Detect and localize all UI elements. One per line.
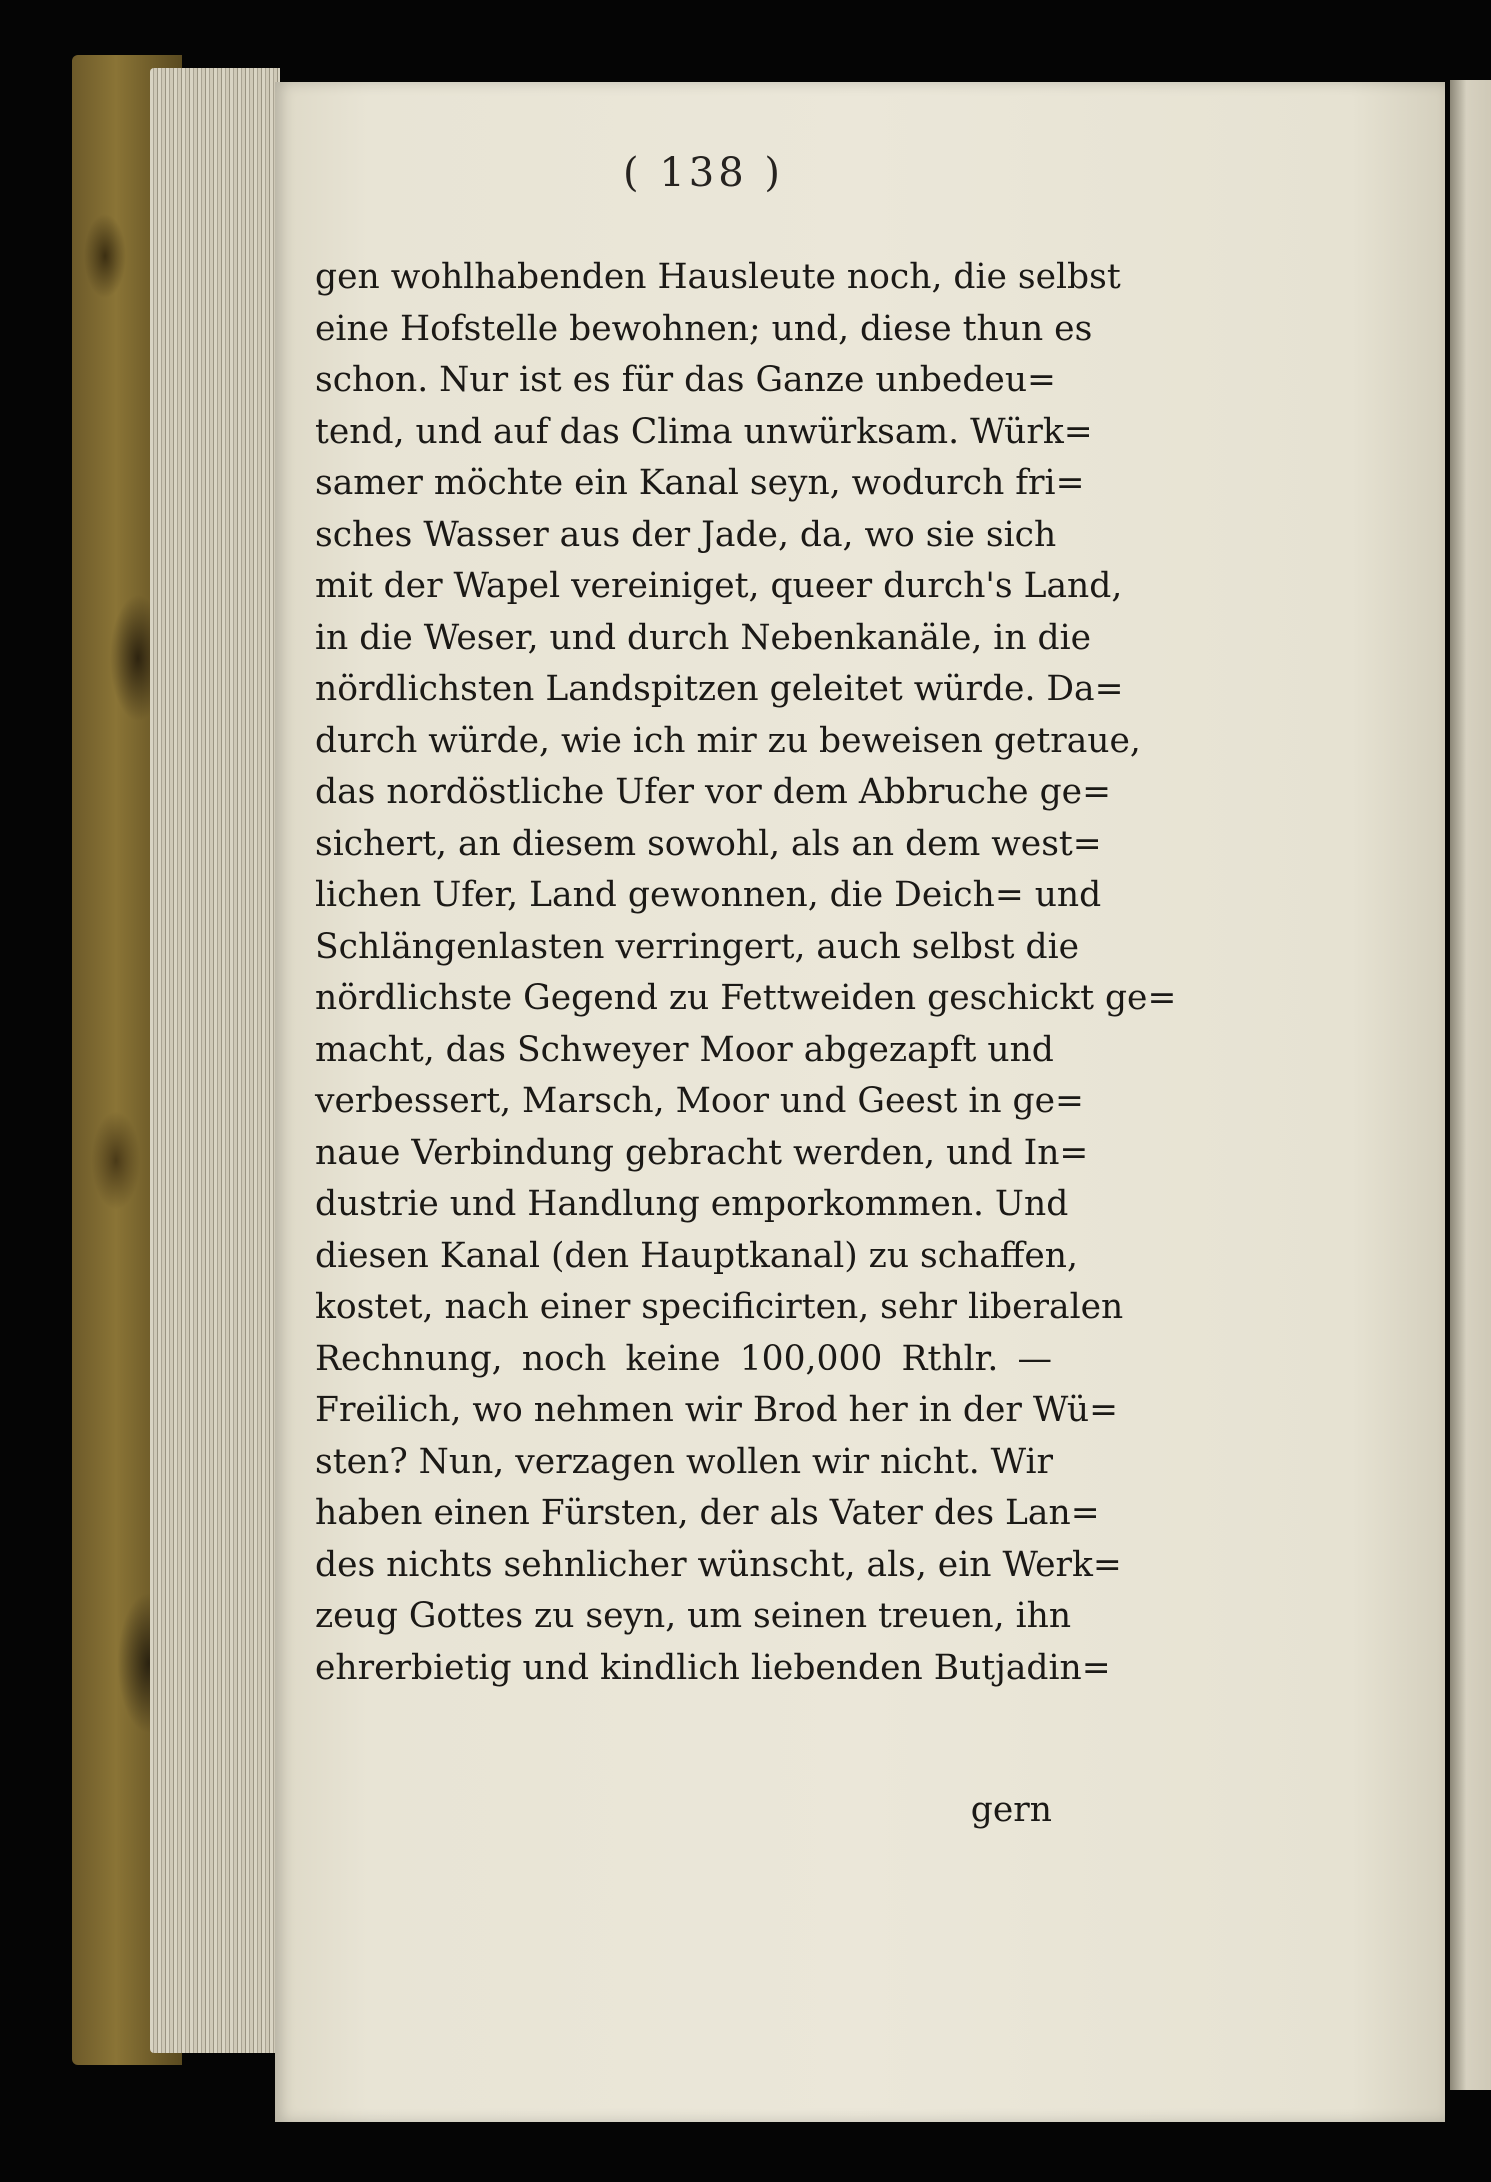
text-line: lichen Ufer, Land gewonnen, die Deich= und bbox=[315, 875, 1102, 915]
text-line: in die Weser, und durch Nebenkanäle, in die bbox=[315, 617, 1092, 658]
body-text bbox=[315, 252, 1177, 1694]
text-line: samer möchte ein Kanal seyn, wodurch fri= bbox=[315, 463, 1085, 503]
text-line: schon. Nur ist es für das Ganze unbedeu= bbox=[315, 360, 1056, 400]
text-line: sches Wasser aus der Jade, da, wo sie sich bbox=[315, 514, 1057, 555]
text-line: dustrie und Handlung emporkommen. Und bbox=[315, 1184, 1069, 1224]
text-line: verbessert, Marsch, Moor und Geest in ge= bbox=[315, 1081, 1084, 1121]
text-line: mit der Wapel vereiniget, queer durch's Land, bbox=[315, 566, 1123, 606]
text-line: das nordöstliche Ufer vor dem Abbruche ge= bbox=[315, 772, 1111, 812]
text-line: macht, das Schweyer Moor abgezapft und bbox=[315, 1029, 1054, 1070]
text-line: Freilich, wo nehmen wir Brod her in der Wü= bbox=[315, 1390, 1119, 1430]
text-line: Schlängenlasten verringert, auch selbst die bbox=[315, 926, 1080, 967]
text-line: sichert, an diesem sowohl, als an dem west= bbox=[315, 823, 1102, 864]
text-line: haben einen Fürsten, der als Vater des Lan= bbox=[315, 1493, 1100, 1533]
text-line: nördlichsten Landspitzen geleitet würde. Da= bbox=[315, 669, 1124, 709]
text-line: eine Hofstelle bewohnen; und, diese thun es bbox=[315, 308, 1093, 349]
text-line: gen wohlhabenden Hausleute noch, die selbst bbox=[315, 257, 1121, 297]
text-line: Rechnung, noch keine 100,000 Rthlr. — bbox=[315, 1338, 1052, 1379]
text-line: ehrerbietig und kindlich liebenden Butjadin= bbox=[315, 1647, 1111, 1688]
text-line: diesen Kanal (den Hauptkanal) zu schaffen, bbox=[315, 1235, 1078, 1276]
text-line: tend, und auf das Clima unwürksam. Würk= bbox=[315, 411, 1093, 452]
text-line: kostet, nach einer specificirten, sehr liberalen bbox=[315, 1287, 1124, 1327]
text-line: durch würde, wie ich mir zu beweisen getraue, bbox=[315, 720, 1141, 761]
text-line: des nichts sehnlicher wünscht, als, ein Werk= bbox=[315, 1544, 1122, 1585]
page-number: ( 138 ) bbox=[623, 150, 784, 196]
text-line: zeug Gottes zu seyn, um seinen treuen, ihn bbox=[315, 1596, 1072, 1636]
text-line: sten? Nun, verzagen wollen wir nicht. Wir bbox=[315, 1441, 1054, 1482]
facing-page-edge bbox=[1450, 80, 1491, 2090]
catchword: gern bbox=[970, 1790, 1052, 1830]
text-line: nördlichste Gegend zu Fettweiden geschickt ge= bbox=[315, 978, 1177, 1018]
text-line: naue Verbindung gebracht werden, und In= bbox=[315, 1132, 1089, 1173]
page-edges bbox=[150, 68, 280, 2053]
